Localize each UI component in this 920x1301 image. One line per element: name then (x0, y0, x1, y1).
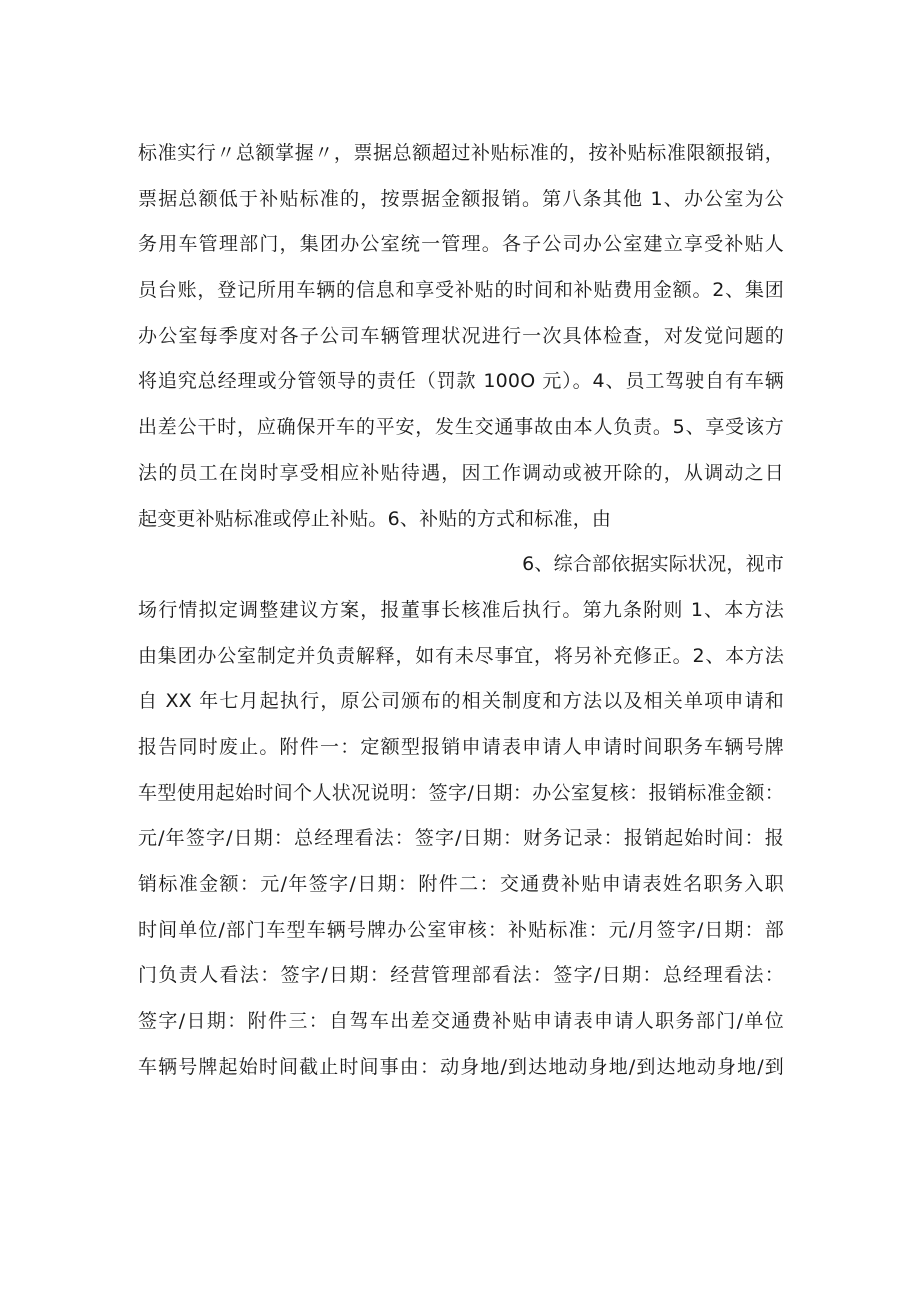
text-line: 出差公干时，应确保开车的平安，发生交通事故由本人负责。5、享受该方 (138, 416, 784, 439)
text-line: 车辆号牌起始时间截止时间事由：动身地/到达地动身地/到达地动身地/到 (138, 1055, 784, 1078)
text-line: 场行情拟定调整建议方案，报董事长核准后执行。第九条附则 1、本方法 (138, 598, 784, 621)
body-text (138, 131, 784, 1090)
text-line: 门负责人看法：签字/日期：经营管理部看法：签字/日期：总经理看法： (138, 964, 784, 987)
text-line: 销标准金额：元/年签字/日期：附件二：交通费补贴申请表姓名职务入职 (138, 873, 784, 895)
text-line: 起变更补贴标准或停止补贴。6、补贴的方式和标准，由 (138, 507, 612, 530)
text-line: 将追究总经理或分管领导的责任（罚款 100O 元）。4、员工驾驶自有车辆 (138, 370, 784, 393)
text-line: 法的员工在岗时享受相应补贴待遇，因工作调动或被开除的，从调动之日 (138, 461, 784, 484)
text-line: 签字/日期：附件三：自驾车出差交通费补贴申请表申请人职务部门/单位 (138, 1010, 784, 1033)
text-line: 时间单位/部门车型车辆号牌办公室审核：补贴标准：元/月签字/日期：部 (138, 918, 784, 941)
text-line: 办公室每季度对各子公司车辆管理状况进行一次具体检查，对发觉问题的 (138, 324, 784, 347)
text-line: 票据总额低于补贴标准的，按票据金额报销。第八条其他 1、办公室为公 (138, 187, 784, 210)
text-line: 务用车管理部门，集团办公室统一管理。各子公司办公室建立享受补贴人 (138, 233, 784, 256)
text-line: 自 XX 年七月起执行，原公司颁布的相关制度和方法以及相关单项申请和 (138, 690, 784, 713)
text-line: 车型使用起始时间个人状况说明：签字/日期：办公室复核：报销标准金额： (138, 781, 784, 804)
text-line: 元/年签字/日期：总经理看法：签字/日期：财务记录：报销起始时间：报 (138, 827, 784, 850)
text-line: 6、综合部依据实际状况，视市 (522, 553, 784, 576)
text-line: 由集团办公室制定并负责解释，如有未尽事宜，将另补充修正。2、本方法 (138, 644, 784, 667)
text-line: 标准实行〃总额掌握〃，票据总额超过补贴标准的，按补贴标准限额报销， (138, 142, 784, 164)
text-line: 报告同时废止。附件一：定额型报销申请表申请人申请时间职务车辆号牌 (138, 735, 784, 758)
text-line: 员台账，登记所用车辆的信息和享受补贴的时间和补贴费用金额。2、集团 (138, 279, 784, 302)
